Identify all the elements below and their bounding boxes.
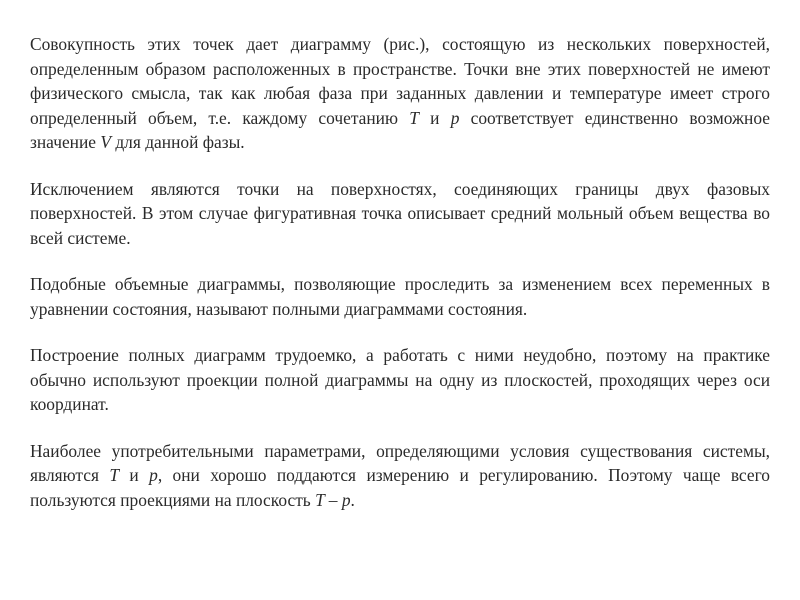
text-run: соответствует единственно возможное значение [30,107,770,152]
text-run: Подобные объемные диаграммы, позволяющие проследить за изменением всех переменных в уравнении состояния, называют полными диаграммами состояния. [30,274,770,319]
variable-T: T [109,465,120,485]
text-run: и [418,107,451,128]
text-run: . [350,489,355,510]
text-run: , они хорошо поддаются измерению и регулированию. Поэтому чаще всего пользуются проекциями на плоскость [30,465,770,510]
text-run: Исключением являются точки на поверхностях, соединяющих границы двух фазовых поверхностей. В этом случае фигуративная точка описывает средний мольный объем вещества во всей системе. [30,178,770,248]
paragraph-phase-diagram-surfaces [30,32,770,155]
variable-T: T [315,489,325,510]
paragraph-common-parameters [30,439,770,513]
variable-p: p [450,107,460,128]
variable-V: V [100,132,111,152]
variable-p: p [149,465,158,485]
paragraph-exception-points [30,177,770,251]
text-run: для данной фазы. [110,132,245,152]
paragraph-projections [30,343,770,417]
text-run: Совокупность этих точек дает диаграмму (рис.), состоящую из нескольких поверхностей, определенным образом расположенных в пространстве. Точки вне этих поверхностей не имеют физического смысла, так как любая фаза при заданных давлении и температуре имеет строго определенный объем, т.е. каждому сочетанию [30,34,770,128]
text-run: Построение полных диаграмм трудоемко, а работать с ними неудобно, поэтому на практике обычно используют проекции полной диаграммы на одну из плоскостей, проходящих через оси координат. [30,345,770,414]
text-run: Наиболее употребительными параметрами, определяющими условия существования системы, являются [30,440,770,485]
variable-T: T [409,107,419,128]
paragraph-volume-diagrams [30,272,770,321]
text-run: – [324,489,342,510]
variable-p: p [341,489,351,510]
text-run: и [119,465,150,485]
document-body [30,32,770,534]
